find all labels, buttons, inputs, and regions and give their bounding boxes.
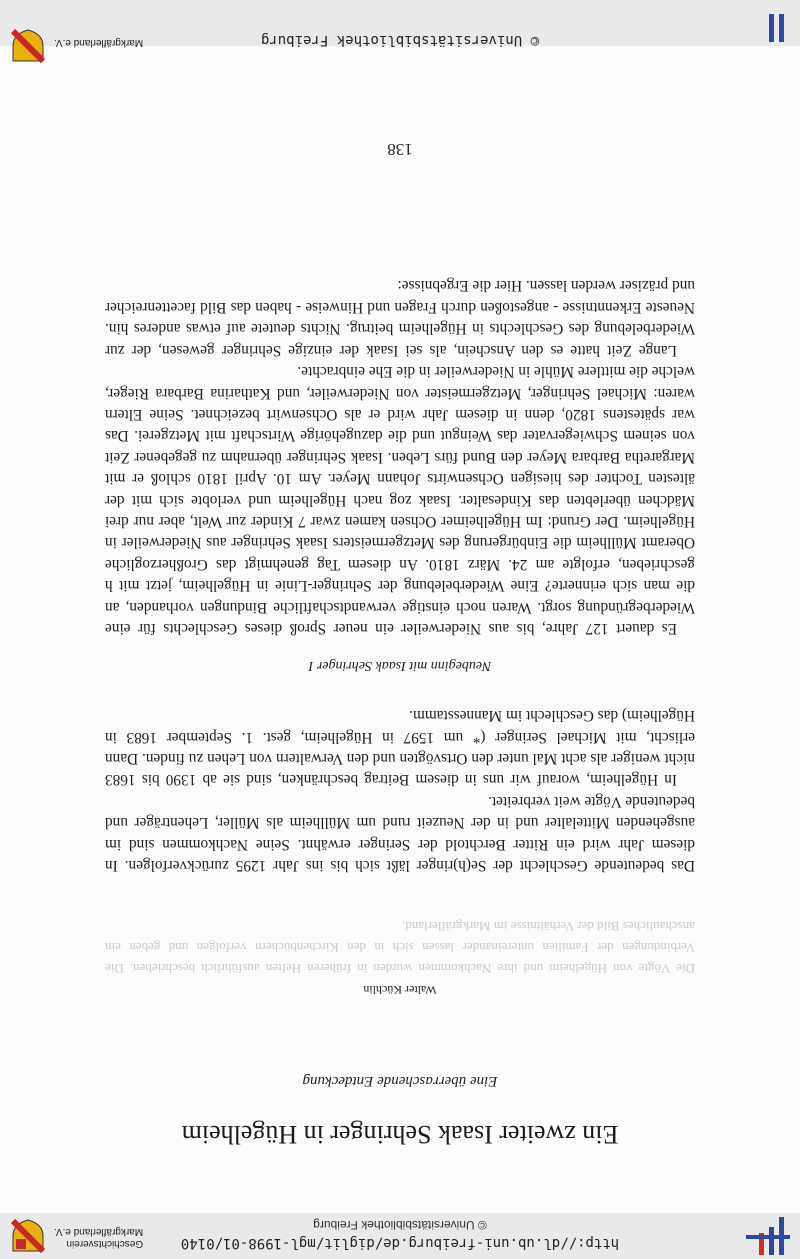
footer-copyright: © Universitätsbibliothek Freiburg [260,32,540,48]
article-title: Ein zweiter Isaak Sehringer in Hügelheim [181,1120,619,1149]
section-heading: Neubeginn mit Isaak Sehringer I [308,658,492,673]
page-number: 138 [387,140,413,159]
intro-paragraphs [105,705,695,876]
intro-paragraph-2: In Hügelheim, worauf wir uns in diesem Beitrag beschränken, sind sie ab 1390 bis 1683 nicht weniger als acht Mal unter den Ortsvögten und den Verwaltern von Lehen zu finden. Dann erlischt, mit Michael Seringer (* um 1597 in Hügelheim, gest. 1. September 1683 in Hügelheim) das Geschlecht im Mannesstamm. [105,707,695,789]
header-bar [0,1213,800,1259]
bleed-through-text: Die Vögte von Hügelheim und ihre Nachkommen wurden in früheren Heften ausführlich beschrieben. Die Verbindungen der Familien untereinander lassen sich in den Kirchenbüchern verfolgen und geben ein anschauliches Bild der Verhältnisse im Markgräflerland. [105,919,695,976]
source-url[interactable]: http://dl.ub.uni-freiburg.de/diglit/mgl-1998-01/0140 [180,1235,620,1251]
org-line-2: Markgräflerland e.V. [54,1226,144,1237]
body-paragraph-2: Lange Zeit hatte es den Anschein, als sei Isaak der einzige Sehringer gewesen, der zur Wiederbelebung des Geschlechts in Hügelheim beitrug. Nichts deutete auf etwas anderes hin. Neueste Erkenntnisse - angestoßen durch Fragen und Hinweise - haben das Bild facettenreicher und präziser werden lassen. Hier die Ergebnisse: [105,277,695,359]
intro-paragraph: Das bedeutende Geschlecht der Se(h)ringer läßt sich bis ins Jahr 1295 zurückverfolgen. In diesem Jahr wird ein Ritter Berchtold der Seringer erwähnt. Seine Nachkommen sind im ausgehenden Mittelalter und in der Neuzeit rund um Müllheim als Müller, Lehenträger und bedeutende Vögte weit verbreitet. [105,792,695,874]
body-paragraphs [105,275,695,639]
footer-crest-icon [10,28,46,64]
footer-bar [0,0,800,46]
org-line-1: Geschichtsverein [66,1238,144,1249]
article-subtitle: Eine überraschende Entdeckung [302,1073,498,1089]
org-name [54,1225,143,1249]
body-paragraph-1: Es dauert 127 Jahre, bis aus Niederweiler ein neuer Sproß dieses Geschlechts für eine Wiederbegründung sorgt. Waren noch einstige verwandtschaftliche Bindungen vorhanden, an die man sich erinnerte? Eine Wiederbelebung der Sehringer-Linie in Hügelheim, jetzt mit h geschrieben, erfolgte am 24. März 1810. An diesem Tag genehmigt das Großherzogliche Oberamt Müllheim die Einbürgerung des Metzgermeisters Isaak Sehringer aus Niederweiler in Hügelheim. Der Grund: Im Hügelheimer Ochsen kamen zwar 7 Kinder zur Welt, aber nur drei Mädchen überlebten das Kindesalter. Isaak zog nach Hügelheim und verlobte sich mit der ältesten Tochter des hiesigen Ochsenwirts Johann Meyer. Am 10. April 1810 schloß er mit Margaretha Barbara Meyer den Bund fürs Leben. Isaak Sehringer übernahm zu gegebener Zeit von seinem Schwiegervater das Weingut und die dazugehörige Wirtschaft mit Metzgerei. Das war spätestens 1820, denn in diesem Jahr wird er als Ochsenwirt bezeichnet. Seine Eltern waren: Michael Sehringer, Metzgermeister von Niederweiler, und Katharina Barbara Rieger, welche die mittlere Mühle in Niederweiler in die Ehe einbrachte. [105,363,695,637]
copyright-text: © Universitätsbibliothek Freiburg [313,1218,487,1232]
crest-icon [10,1218,46,1254]
article-author: Walter Küchlin [363,983,437,997]
footer-org: Markgräflerland e.V. [54,37,144,48]
